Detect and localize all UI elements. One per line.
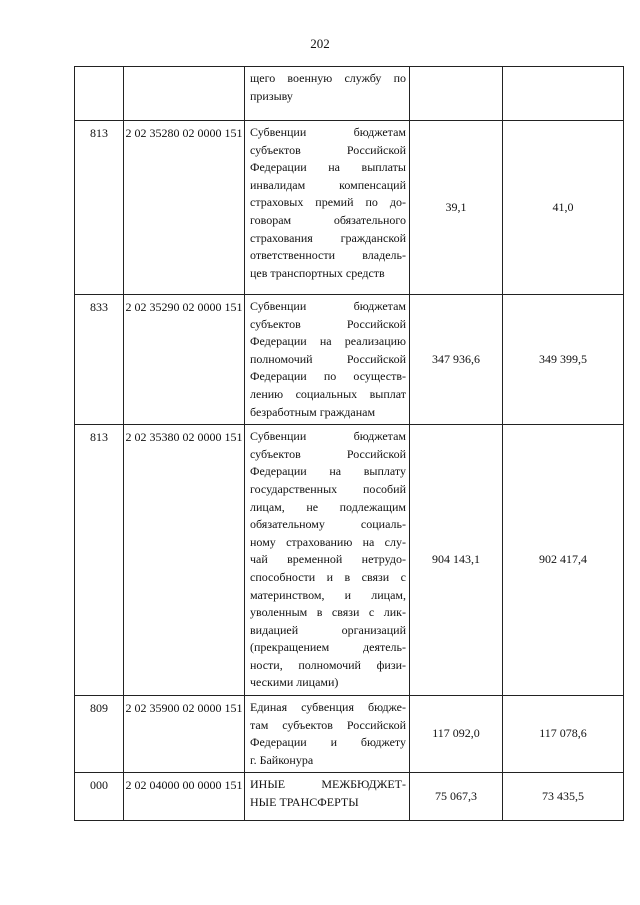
revenue-name-line: государственных пособий (250, 481, 406, 496)
revenue-name-line: цев транспортных средств (250, 265, 385, 280)
revenue-name-line: видацией организаций (250, 622, 406, 637)
admin-code-cell: 833 (75, 295, 124, 425)
amount-year1-cell (410, 67, 503, 121)
revenue-name-line: Субвенции бюджетам (250, 125, 406, 139)
amount-year2-cell: 41,0 (503, 121, 624, 295)
revenue-name-line: инвалидам компенсаций (250, 177, 406, 192)
amount-year1-cell: 117 092,0 (410, 696, 503, 773)
table-row (75, 121, 624, 295)
budget-classification-code-cell: 2 02 35380 02 0000 151 (124, 425, 245, 696)
revenue-name-line: Субвенции бюджетам (250, 429, 406, 444)
admin-code-cell: 813 (75, 425, 124, 696)
revenue-name-line: страхования гражданской (250, 230, 406, 245)
revenue-name-line: ИНЫЕ МЕЖБЮДЖЕТ- (250, 777, 406, 792)
revenue-name-cell (245, 295, 410, 425)
amount-year2-cell: 117 078,6 (503, 696, 624, 773)
revenue-name-cell (245, 773, 410, 821)
table-row (75, 425, 624, 696)
revenue-name-line: ному страхованию на слу- (250, 534, 406, 549)
revenue-name-line: Единая субвенция бюдже- (250, 700, 406, 715)
amount-year1-cell: 75 067,3 (410, 773, 503, 821)
revenue-name-line: материнством, и лицам, (250, 587, 406, 602)
revenue-name-line: ческими лицами) (250, 675, 339, 690)
page-number: 202 (310, 36, 330, 51)
revenue-name-line: обязательному социаль- (250, 517, 406, 532)
revenue-name-line: безработным гражданам (250, 404, 376, 419)
revenue-name-line: Федерации и бюджету (250, 735, 406, 750)
revenue-name-line: Федерации по осуществ- (250, 369, 406, 384)
revenue-name-line: призыву (250, 88, 293, 103)
revenue-name-line: Федерации на реализацию (250, 334, 406, 349)
table-row (75, 295, 624, 425)
amount-year2-cell: 73 435,5 (503, 773, 624, 821)
revenue-name-line: лицам, не подлежащим (250, 499, 406, 514)
table-row (75, 696, 624, 773)
amount-year2-cell (503, 67, 624, 121)
budget-classification-code-cell: 2 02 35900 02 0000 151 (124, 696, 245, 773)
revenue-name-line: субъектов Российской (250, 316, 406, 331)
budget-classification-code-cell: 2 02 35280 02 0000 151 (124, 121, 245, 295)
revenue-name-line: Субвенции бюджетам (250, 299, 406, 313)
amount-year1-cell: 39,1 (410, 121, 503, 295)
table-row (75, 67, 624, 121)
revenue-name-line: ответственности владель- (250, 248, 406, 263)
revenue-name-line: способности и в связи с (250, 569, 406, 584)
revenue-name-line: г. Байконура (250, 752, 314, 767)
revenue-name-cell (245, 121, 410, 295)
amount-year2-cell: 902 417,4 (503, 425, 624, 696)
revenue-name-line: чай временной нетрудо- (250, 552, 406, 567)
budget-table (74, 66, 624, 821)
revenue-name-line: щего военную службу по (250, 71, 406, 85)
amount-year1-cell: 347 936,6 (410, 295, 503, 425)
revenue-name-line: уволенным в связи с лик- (250, 605, 406, 620)
revenue-name-line: полномочий Российской (250, 351, 406, 366)
table-row (75, 773, 624, 821)
admin-code-cell: 000 (75, 773, 124, 821)
revenue-name-cell (245, 696, 410, 773)
revenue-name-line: страховых премий по до- (250, 195, 406, 210)
amount-year1-cell: 904 143,1 (410, 425, 503, 696)
admin-code-cell: 809 (75, 696, 124, 773)
budget-classification-code-cell: 2 02 04000 00 0000 151 (124, 773, 245, 821)
amount-year2-cell: 349 399,5 (503, 295, 624, 425)
admin-code-cell: 813 (75, 121, 124, 295)
revenue-name-line: субъектов Российской (250, 142, 406, 157)
revenue-name-line: субъектов Российской (250, 446, 406, 461)
revenue-name-cell (245, 425, 410, 696)
admin-code-cell (75, 67, 124, 121)
revenue-name-line: (прекращением деятель- (250, 640, 406, 655)
revenue-name-line: лению социальных выплат (250, 386, 406, 401)
revenue-name-line: НЫЕ ТРАНСФЕРТЫ (250, 795, 359, 810)
revenue-name-line: говорам обязательного (250, 212, 406, 227)
revenue-name-line: там субъектов Российской (250, 717, 406, 732)
revenue-name-line: Федерации на выплаты (250, 160, 406, 175)
revenue-name-cell (245, 67, 410, 121)
revenue-name-line: Федерации на выплату (250, 464, 406, 479)
revenue-name-line: ности, полномочий физи- (250, 657, 406, 672)
budget-classification-code-cell: 2 02 35290 02 0000 151 (124, 295, 245, 425)
budget-classification-code-cell (124, 67, 245, 121)
